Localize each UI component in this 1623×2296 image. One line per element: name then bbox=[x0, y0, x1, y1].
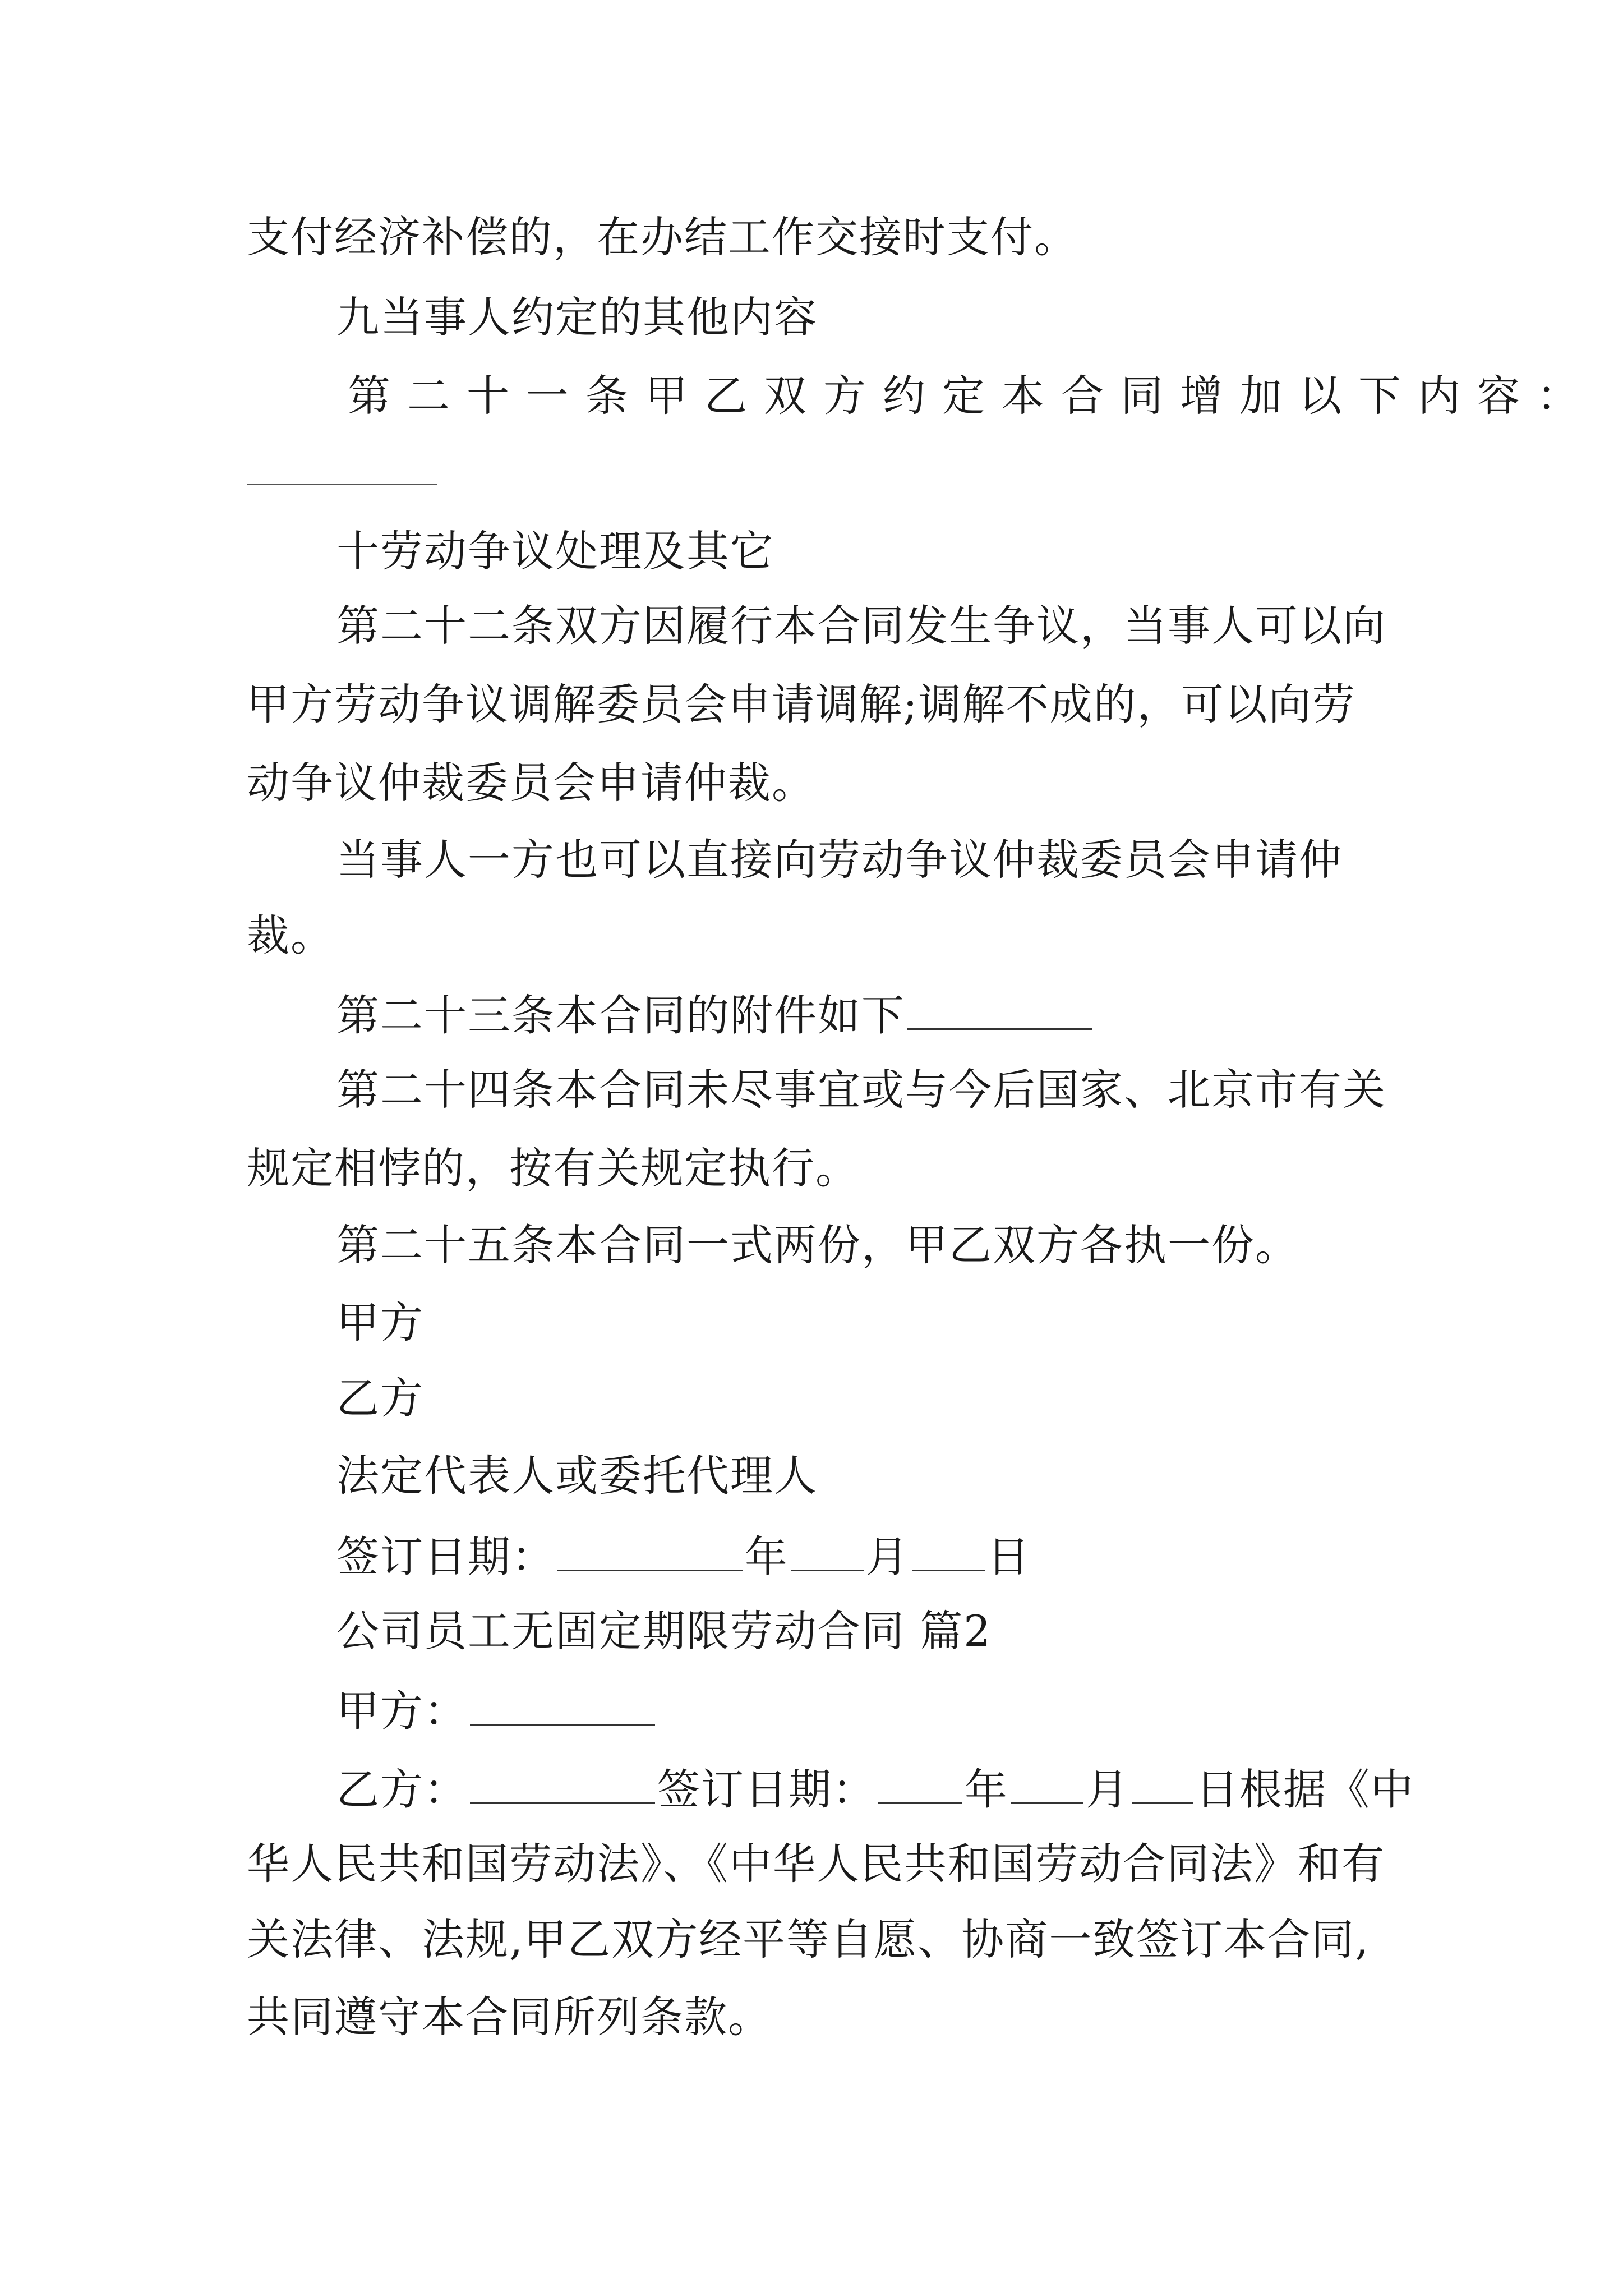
party-b-field-label: 乙方： bbox=[336, 1764, 468, 1815]
party-a-blank bbox=[470, 1686, 655, 1726]
paragraph-line: 动争议仲裁委员会申请仲裁。 bbox=[247, 758, 815, 808]
month-blank-2 bbox=[1011, 1764, 1083, 1804]
article-22: 第二十二条双方因履行本合同发生争议，当事人可以向 bbox=[336, 601, 1386, 651]
paragraph-line: 华人民共和国劳动法》、《中华人民共和国劳动合同法》和有 bbox=[247, 1839, 1385, 1889]
paragraph-line: 规定相悖的，按有关规定执行。 bbox=[247, 1143, 859, 1193]
party-b-line bbox=[336, 1764, 1414, 1815]
year-blank-2 bbox=[878, 1764, 962, 1804]
paragraph-line: 共同遵守本合同所列条款。 bbox=[247, 1992, 772, 2042]
paragraph-line: 支付经济补偿的，在办结工作交接时支付。 bbox=[247, 212, 1078, 262]
day-blank bbox=[912, 1531, 985, 1571]
section-heading: 十劳动争议处理及其它 bbox=[336, 526, 774, 576]
day-label: 日 bbox=[987, 1531, 1031, 1582]
year-label-2: 年 bbox=[965, 1764, 1008, 1815]
signing-date-label-2: 签订日期： bbox=[657, 1764, 876, 1815]
month-label-2: 月 bbox=[1086, 1764, 1129, 1815]
party-a-field-label: 甲方： bbox=[336, 1686, 468, 1736]
year-label: 年 bbox=[745, 1531, 789, 1582]
paragraph-line: 关法律、法规,甲乙双方经平等自愿、协商一致签订本合同, bbox=[247, 1915, 1370, 1964]
article-23 bbox=[336, 990, 1095, 1041]
party-b-blank bbox=[470, 1764, 655, 1804]
paragraph-line: 裁。 bbox=[247, 910, 334, 960]
section-heading: 九当事人约定的其他内容 bbox=[336, 292, 818, 342]
article-23-text: 第二十三条本合同的附件如下 bbox=[336, 990, 905, 1041]
article-21: 第二十一条甲乙双方约定本合同增加以下内容： bbox=[348, 371, 1596, 421]
party-a-label: 甲方 bbox=[336, 1297, 424, 1347]
signing-date-line bbox=[336, 1531, 1031, 1582]
month-blank bbox=[791, 1531, 864, 1571]
year-blank bbox=[557, 1531, 743, 1571]
contract-title: 公司员工无固定期限劳动合同 篇2 bbox=[336, 1606, 992, 1656]
attachment-blank bbox=[907, 990, 1092, 1030]
month-label: 月 bbox=[866, 1531, 910, 1582]
paragraph-line: 甲方劳动争议调解委员会申请调解;调解不成的，可以向劳 bbox=[247, 679, 1356, 729]
party-b-label: 乙方 bbox=[336, 1373, 424, 1423]
signing-date-label: 签订日期： bbox=[336, 1531, 555, 1582]
legal-rep-label: 法定代表人或委托代理人 bbox=[336, 1451, 818, 1501]
day-blank-2 bbox=[1132, 1764, 1193, 1804]
article-25: 第二十五条本合同一式两份，甲乙双方各执一份。 bbox=[336, 1220, 1299, 1270]
according-to-text: 日根据《中 bbox=[1196, 1764, 1414, 1815]
party-a-line bbox=[336, 1686, 657, 1736]
blank-line bbox=[247, 484, 437, 485]
paragraph-line: 当事人一方也可以直接向劳动争议仲裁委员会申请仲 bbox=[336, 835, 1343, 885]
article-24: 第二十四条本合同未尽事宜或与今后国家、北京市有关 bbox=[336, 1065, 1386, 1115]
